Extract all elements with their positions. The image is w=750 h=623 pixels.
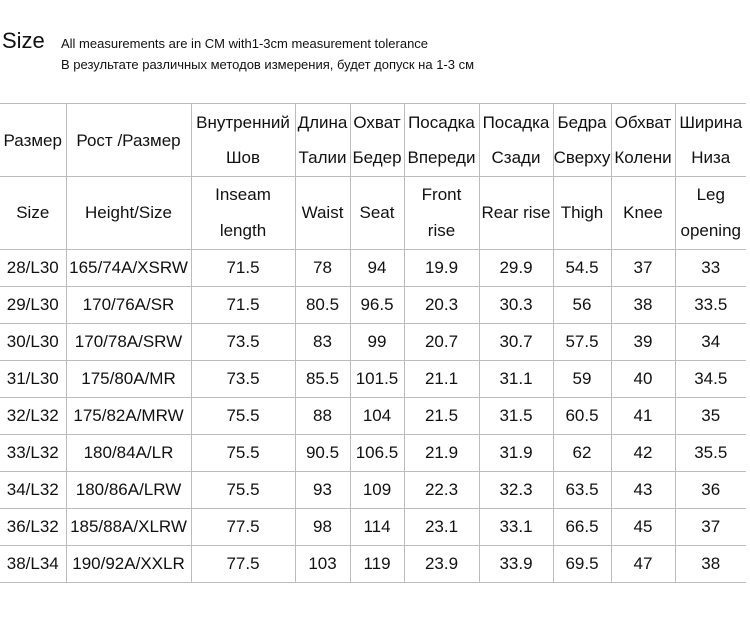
table-cell: 36/L32 [0,509,66,546]
table-cell: 63.5 [553,472,611,509]
table-cell: 31/L30 [0,361,66,398]
table-cell: 96.5 [350,287,404,324]
table-cell [350,177,404,250]
table-cell: 31.1 [479,361,553,398]
header-label: length [219,221,267,240]
measurement-note-english: All measurements are in CM with1-3cm measurement tolerance [61,36,429,51]
table-cell: 119 [350,546,404,583]
header-label: Бедра [557,113,607,132]
table-cell: 45 [611,509,675,546]
table-cell: 54.5 [553,250,611,287]
table-cell: 109 [350,472,404,509]
table-cell: 90.5 [295,435,350,472]
header-label: Leg [696,185,725,204]
table-cell: 66.5 [553,509,611,546]
table-cell: 71.5 [191,250,295,287]
header-label: Внутренний [196,113,290,132]
table-cell [66,177,191,250]
table-row [0,324,746,361]
table-cell: 34.5 [675,361,746,398]
table-cell: 37 [675,509,746,546]
header-label: Впереди [407,148,476,167]
table-cell: 37 [611,250,675,287]
table-cell: 106.5 [350,435,404,472]
table-cell: 35.5 [675,435,746,472]
table-cell: 41 [611,398,675,435]
table-cell: 59 [553,361,611,398]
table-cell: 29.9 [479,250,553,287]
table-cell: 104 [350,398,404,435]
table-cell: 56 [553,287,611,324]
header-label: Шов [225,148,261,167]
table-cell: 165/74A/XSRW [66,250,191,287]
table-cell: 38 [675,546,746,583]
table-cell: 29/L30 [0,287,66,324]
table-cell: 38 [611,287,675,324]
header-label: Knee [623,203,663,222]
table-cell: 71.5 [191,287,295,324]
table-cell: 33.5 [675,287,746,324]
table-cell: 88 [295,398,350,435]
header-label: Rear rise [481,203,551,222]
table-row [0,250,746,287]
table-cell [611,104,675,177]
table-cell: 21.9 [404,435,479,472]
table-row [0,361,746,398]
header-label: Inseam [215,185,271,204]
size-title: Size [2,28,45,53]
table-cell: 185/88A/XLRW [66,509,191,546]
table-cell: 34/L32 [0,472,66,509]
table-cell: 20.3 [404,287,479,324]
table-cell: 170/78A/SRW [66,324,191,361]
table-row [0,435,746,472]
header-label: Обхват [614,113,672,132]
table-cell: 69.5 [553,546,611,583]
table-cell [66,104,191,177]
table-cell: 75.5 [191,398,295,435]
table-cell: 34 [675,324,746,361]
header-label: Размер [3,130,62,150]
table-cell [191,104,295,177]
table-cell [404,177,479,250]
table-cell: 22.3 [404,472,479,509]
header-label: Seat [359,203,395,222]
table-cell: 83 [295,324,350,361]
table-cell: 31.9 [479,435,553,472]
table-cell: 77.5 [191,509,295,546]
table-cell: 93 [295,472,350,509]
header-label: Охват [353,113,401,132]
table-cell: 98 [295,509,350,546]
table-cell [0,177,66,250]
header-label: Front [421,185,462,204]
table-cell: 80.5 [295,287,350,324]
header-row-russian [0,104,746,177]
table-cell: 31.5 [479,398,553,435]
table-cell: 180/84A/LR [66,435,191,472]
table-cell: 23.9 [404,546,479,583]
table-cell [295,104,350,177]
table-cell: 114 [350,509,404,546]
table-cell [0,104,66,177]
table-cell: 170/76A/SR [66,287,191,324]
header-label: Длина [297,113,348,132]
header-label: Ширина [679,113,743,132]
table-cell: 21.5 [404,398,479,435]
table-cell: 78 [295,250,350,287]
header-label: Сзади [491,148,541,167]
header-label: Сверху [553,148,611,167]
table-cell: 103 [295,546,350,583]
table-cell: 99 [350,324,404,361]
table-cell: 85.5 [295,361,350,398]
table-cell: 94 [350,250,404,287]
table-cell [675,104,746,177]
table-cell [295,177,350,250]
header-label: Посадка [482,113,550,132]
table-cell [553,177,611,250]
table-cell: 33/L32 [0,435,66,472]
table-cell: 73.5 [191,324,295,361]
header-label: Талии [298,148,347,167]
table-cell: 57.5 [553,324,611,361]
size-chart-body [0,104,746,583]
table-cell: 32.3 [479,472,553,509]
table-row [0,287,746,324]
table-cell [350,104,404,177]
header-label: Колени [614,148,672,167]
header-label: opening [680,221,741,240]
header-label: Thigh [560,203,604,222]
table-row [0,398,746,435]
table-cell: 190/92A/XXLR [66,546,191,583]
table-cell: 36 [675,472,746,509]
table-cell: 180/86A/LRW [66,472,191,509]
table-cell: 23.1 [404,509,479,546]
table-cell: 175/82A/MRW [66,398,191,435]
table-cell [553,104,611,177]
table-cell: 33 [675,250,746,287]
table-cell: 73.5 [191,361,295,398]
table-cell: 38/L34 [0,546,66,583]
table-cell: 75.5 [191,472,295,509]
table-row [0,546,746,583]
table-cell [404,104,479,177]
header-row-english [0,177,746,250]
measurement-note-russian: В результате различных методов измерения, будет допуск на 1-3 см [61,57,475,72]
table-cell: 39 [611,324,675,361]
header-label: Height/Size [85,203,172,222]
table-cell: 30.3 [479,287,553,324]
table-cell: 20.7 [404,324,479,361]
header-label: rise [427,221,456,240]
header-label: Рост /Размер [76,130,181,150]
header-label: Низа [691,148,731,167]
header-label: Бедер [352,148,402,167]
table-cell: 77.5 [191,546,295,583]
table-row [0,472,746,509]
table-cell: 19.9 [404,250,479,287]
table-cell [611,177,675,250]
header-label: Посадка [408,113,475,132]
table-cell: 101.5 [350,361,404,398]
table-cell: 43 [611,472,675,509]
size-chart-table [0,103,746,583]
table-cell [479,177,553,250]
table-cell: 42 [611,435,675,472]
table-cell: 33.9 [479,546,553,583]
table-cell: 28/L30 [0,250,66,287]
header-label: Size [16,203,50,222]
table-cell: 33.1 [479,509,553,546]
table-cell [479,104,553,177]
table-cell: 32/L32 [0,398,66,435]
table-cell: 40 [611,361,675,398]
header-label: Waist [301,203,344,222]
table-row [0,509,746,546]
table-cell [675,177,746,250]
table-cell [191,177,295,250]
table-cell: 47 [611,546,675,583]
table-cell: 62 [553,435,611,472]
table-cell: 175/80A/MR [66,361,191,398]
table-cell: 21.1 [404,361,479,398]
table-cell: 35 [675,398,746,435]
table-cell: 30.7 [479,324,553,361]
table-cell: 75.5 [191,435,295,472]
table-cell: 60.5 [553,398,611,435]
table-cell: 30/L30 [0,324,66,361]
